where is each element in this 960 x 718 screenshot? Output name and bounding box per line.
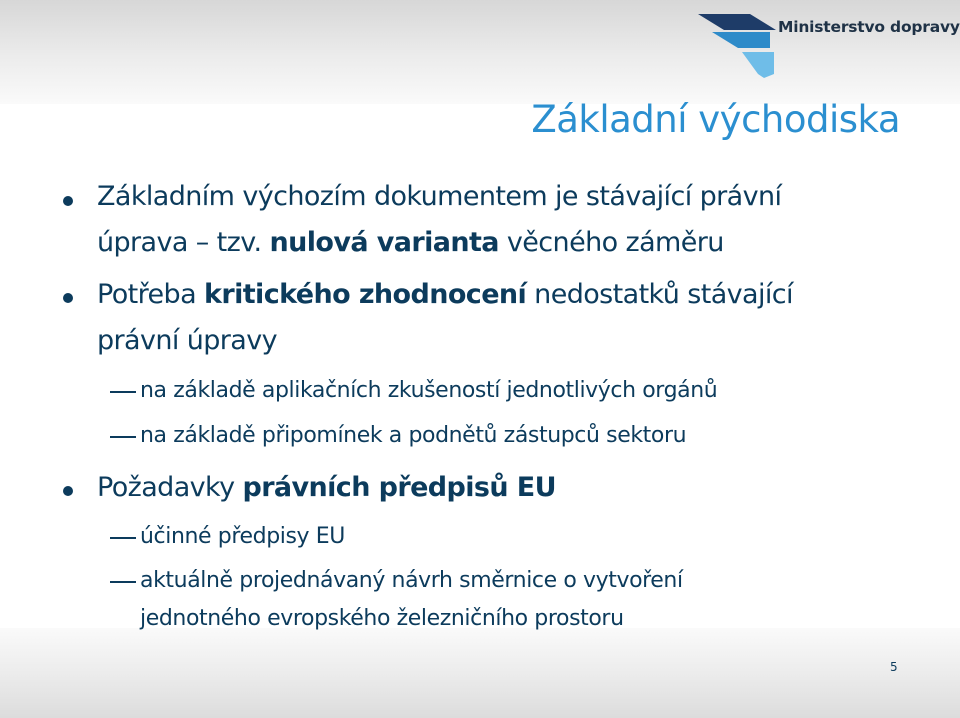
logo-text: Ministerstvo dopravy	[778, 18, 960, 36]
page-number: 5	[890, 660, 898, 674]
sub-dash	[110, 581, 136, 583]
sub-item	[140, 566, 683, 596]
sub-item	[140, 421, 686, 451]
bullet-2-line-2	[97, 318, 277, 364]
sub-item	[140, 376, 717, 406]
sub-item-text: aktuálně projednávaný návrh směrnice o vytvoření	[140, 568, 683, 593]
sub-item-text: účinné předpisy EU	[140, 524, 345, 549]
sub-item-continuation	[140, 604, 624, 634]
bullet-1-text-c: věcného záměru	[498, 227, 724, 258]
bullet-dot	[63, 293, 73, 303]
bullet-1-text-b: úprava – tzv.	[97, 227, 270, 258]
bullet-2-text-c: nedostatků stávající	[526, 279, 793, 310]
bullet-dot	[63, 196, 73, 206]
bullet-2-text-d: právní úpravy	[97, 325, 278, 356]
bullet-1-line-1	[97, 174, 781, 220]
bullet-2-text-a: Potřeba	[97, 279, 205, 310]
footer-band	[0, 628, 960, 718]
bullet-3-line-1	[97, 465, 556, 511]
bullet-2-line-1	[97, 272, 793, 318]
bullet-2-emphasis: kritického zhodnocení	[204, 279, 527, 310]
sub-item-text: na základě připomínek a podnětů zástupců sektoru	[140, 423, 687, 448]
sub-dash	[110, 537, 136, 539]
sub-dash	[110, 436, 136, 438]
bullet-1-text-a: Základním výchozím dokumentem je stávající právní	[97, 181, 782, 212]
bullet-1-emphasis: nulová varianta	[269, 227, 499, 258]
sub-item	[140, 522, 345, 552]
sub-item-text: na základě aplikačních zkušeností jednotlivých orgánů	[140, 378, 718, 403]
bullet-3-emphasis: právních předpisů EU	[242, 472, 556, 503]
bullet-dot	[63, 486, 73, 496]
bullet-1-line-2	[97, 220, 724, 266]
bullet-3-text-a: Požadavky	[97, 472, 243, 503]
sub-dash	[110, 391, 136, 393]
slide-title: Základní východiska	[531, 98, 900, 141]
sub-item-text: jednotného evropského železničního prostoru	[140, 606, 624, 631]
